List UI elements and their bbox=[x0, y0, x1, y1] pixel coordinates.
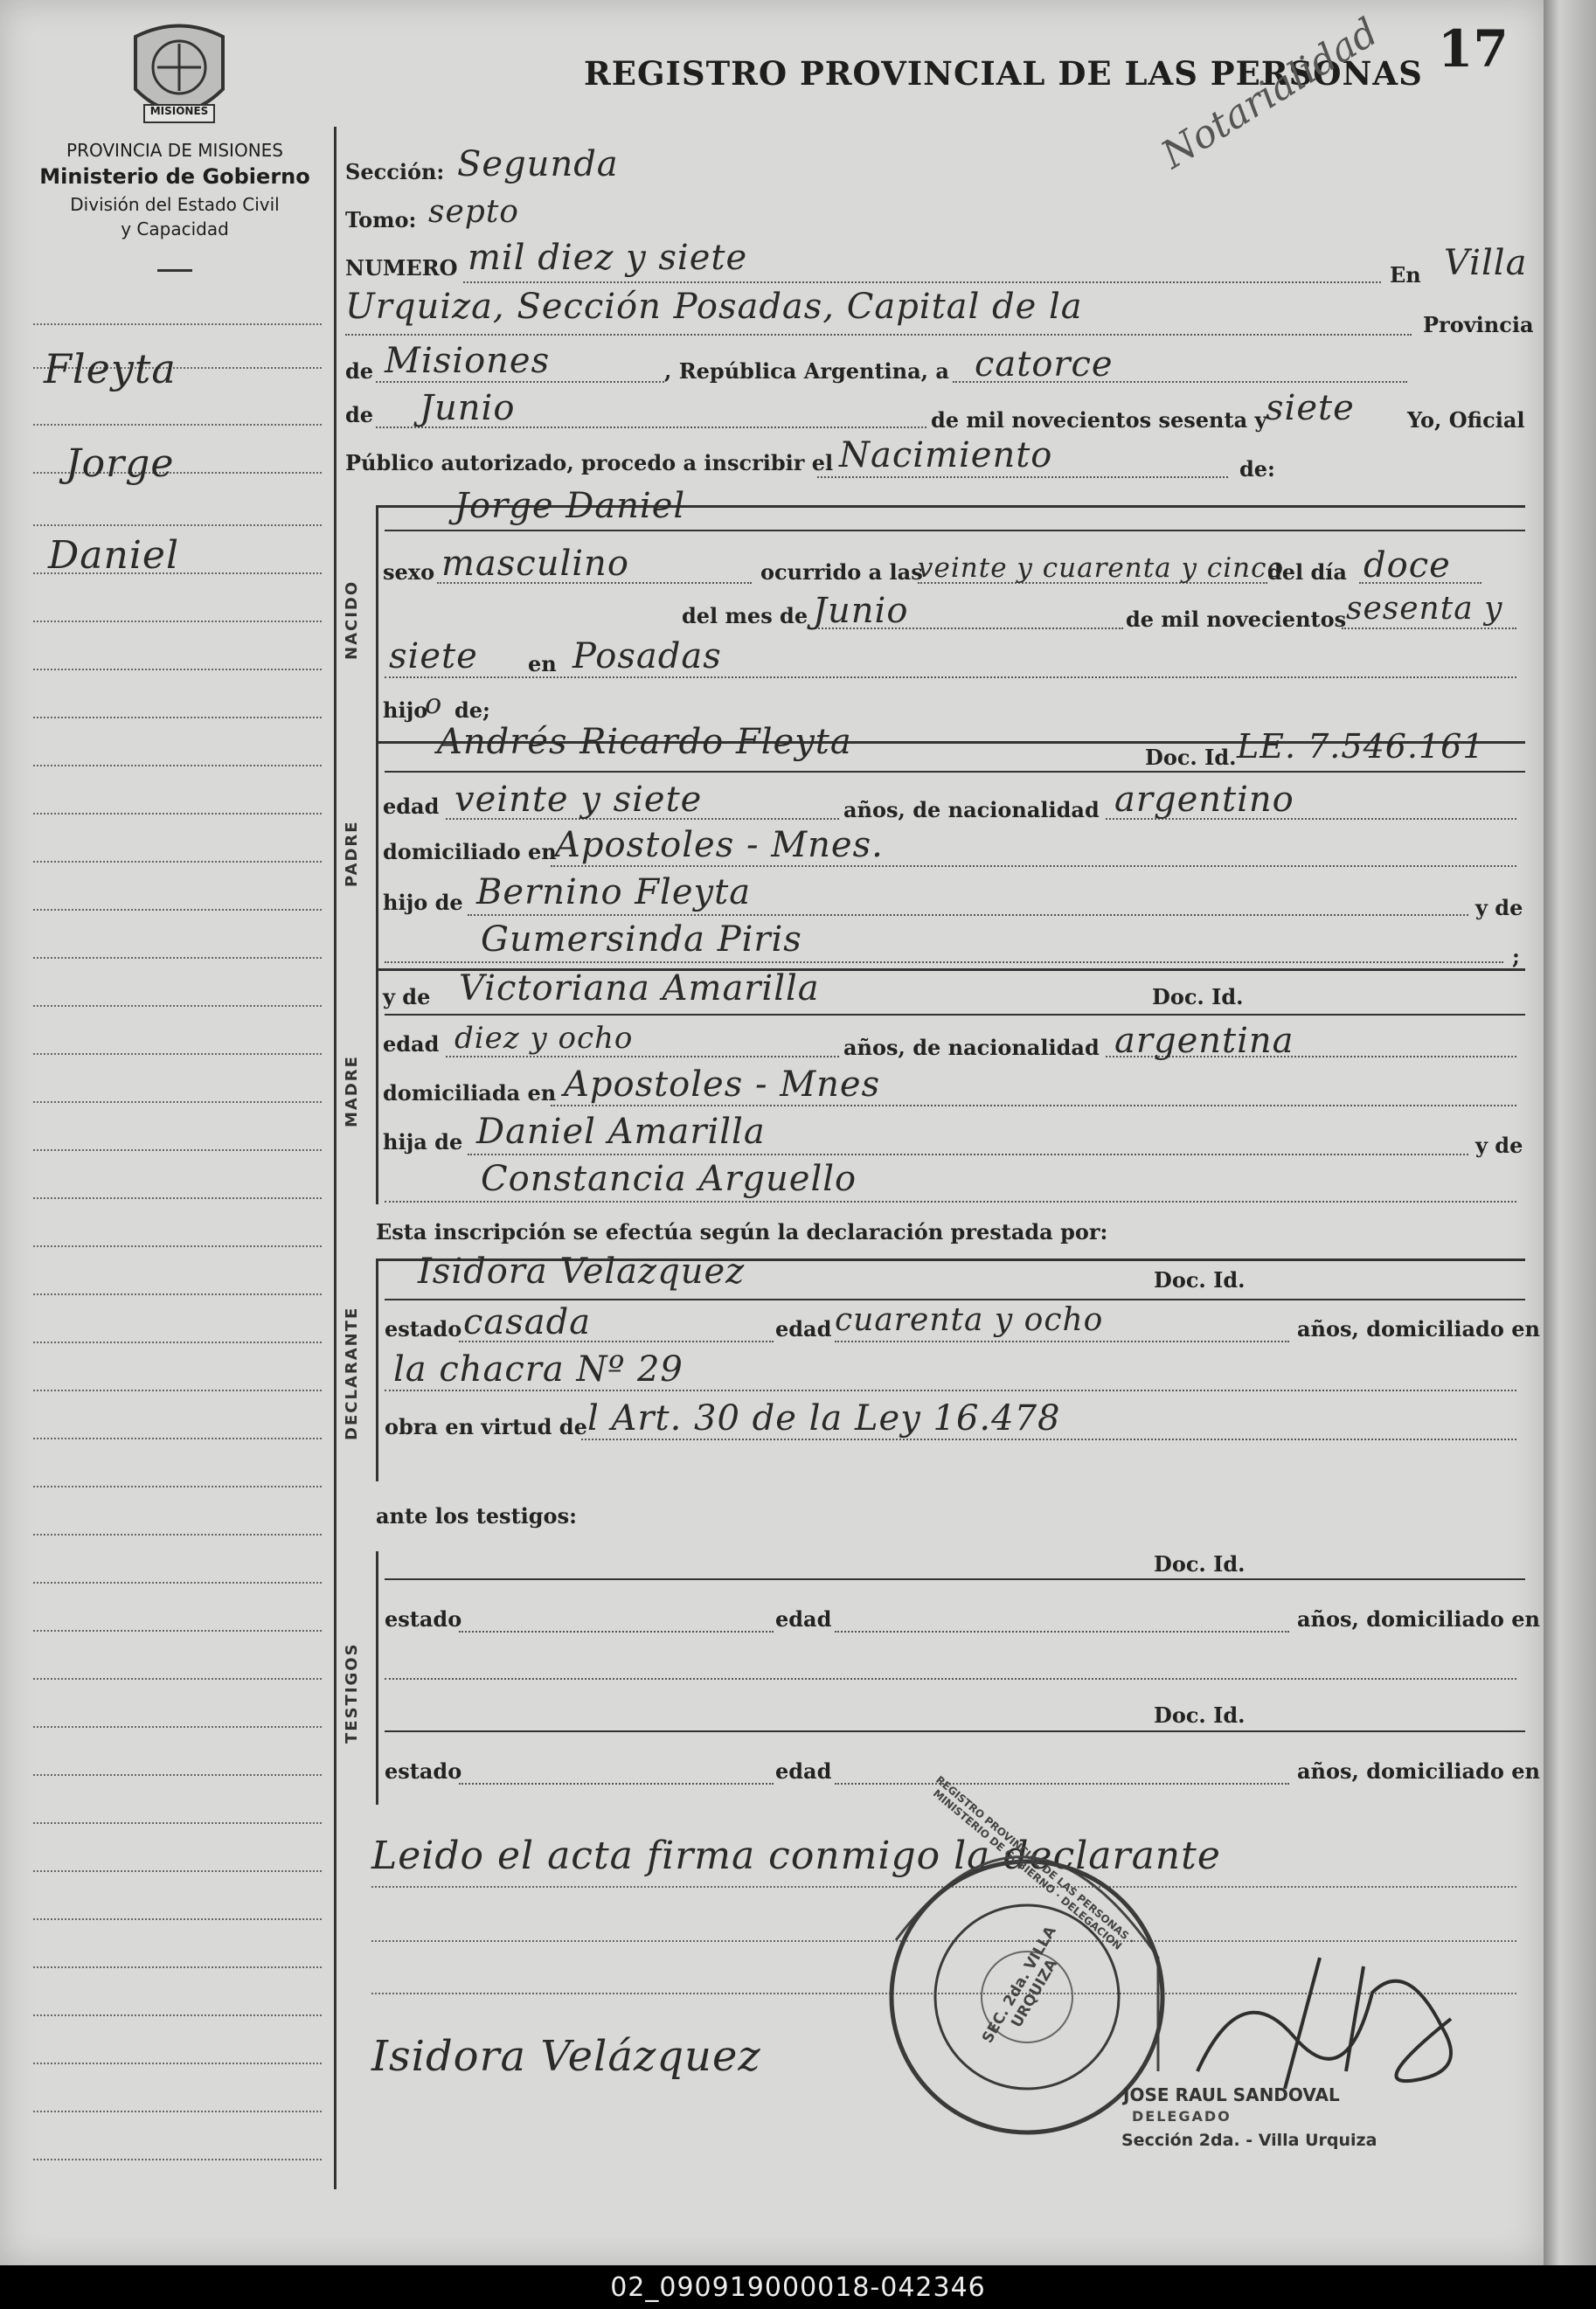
madre-edad-value: diez y ocho bbox=[455, 1021, 634, 1056]
padre-madre-value: Gumersinda Piris bbox=[481, 919, 802, 960]
de-colon-label: de: bbox=[1239, 456, 1275, 482]
notarial-annotation: Notarialidad bbox=[1154, 10, 1386, 178]
madre-nac-value: argentina bbox=[1114, 1021, 1294, 1061]
testigo2-edad-label: edad bbox=[775, 1758, 832, 1784]
madre-dom-label: domiciliada en bbox=[383, 1080, 557, 1106]
official-office: Sección 2da. - Villa Urquiza bbox=[1121, 2131, 1377, 2150]
anio-nac2-value: siete bbox=[389, 636, 478, 676]
hijo-label: hijo bbox=[383, 697, 428, 723]
official-role: DELEGADO bbox=[1132, 2108, 1232, 2125]
testigos-label: ante los testigos: bbox=[376, 1503, 577, 1529]
ocurrido-label: ocurrido a las bbox=[760, 559, 923, 585]
stamp-center-text: SEC. 2da. VILLA URQUIZA bbox=[978, 1923, 1062, 2047]
place-line-value: Urquiza, Sección Posadas, Capital de la bbox=[345, 287, 1083, 327]
division-name: División del Estado Civil bbox=[70, 194, 280, 215]
capacity-name: y Capacidad bbox=[121, 218, 229, 239]
padre-padre-value: Bernino Fleyta bbox=[476, 872, 752, 912]
en-label-2: en bbox=[528, 651, 557, 676]
seccion-label: Sección: bbox=[345, 159, 445, 184]
section-madre: MADRE bbox=[343, 1055, 361, 1127]
official-signature-icon bbox=[1189, 1940, 1486, 2106]
testigo2-doc-label: Doc. Id. bbox=[1154, 1702, 1246, 1728]
declarante-edad-value: cuarenta y ocho bbox=[835, 1302, 1104, 1338]
mes-value: Junio bbox=[420, 388, 516, 428]
madre-y-de-label-2: y de bbox=[1475, 1133, 1523, 1158]
publico-label: Público autorizado, procedo a inscribir el bbox=[345, 450, 834, 475]
declarante-signature: Isidora Velázquez bbox=[371, 2032, 761, 2081]
testigo2-anos-label: años, domiciliado en bbox=[1297, 1758, 1540, 1784]
en-label: En bbox=[1390, 262, 1421, 288]
declarante-estado-label: estado bbox=[385, 1316, 462, 1342]
header-divider bbox=[157, 269, 192, 272]
de-label: de bbox=[345, 358, 374, 384]
padre-hijo-de-label: hijo de bbox=[383, 890, 463, 915]
inscripcion-label: Esta inscripción se efectúa según la declaración prestada por: bbox=[376, 1219, 1108, 1245]
de-mil-nov-label: de mil novecientos bbox=[1126, 607, 1347, 632]
del-mes-label: del mes de bbox=[682, 603, 808, 628]
margin-first-name: Jorge bbox=[66, 441, 175, 486]
testigo2-estado-label: estado bbox=[385, 1758, 462, 1784]
page-number: 17 bbox=[1438, 19, 1509, 79]
numero-value: mil diez y siete bbox=[468, 238, 748, 278]
padre-edad-value: veinte y siete bbox=[455, 780, 703, 820]
padre-nac-value: argentino bbox=[1114, 780, 1294, 820]
section-nacido: NACIDO bbox=[343, 579, 361, 660]
province-name: PROVINCIA DE MISIONES bbox=[66, 140, 283, 161]
mil-novecientos-label: de mil novecientos sesenta y bbox=[931, 407, 1267, 433]
testigo1-edad-label: edad bbox=[775, 1606, 832, 1632]
anio-nac-value: sesenta y bbox=[1346, 591, 1503, 627]
madre-madre-value: Constancia Arguello bbox=[481, 1159, 857, 1199]
acto-value: Nacimiento bbox=[839, 435, 1053, 475]
padre-dom-label: domiciliado en bbox=[383, 839, 557, 864]
testigo1-estado-label: estado bbox=[385, 1606, 462, 1632]
de-semicolon-label: de; bbox=[455, 697, 490, 723]
numero-label: NUMERO bbox=[345, 255, 458, 281]
tomo-value: septo bbox=[428, 194, 519, 230]
declarante-doc-label: Doc. Id. bbox=[1154, 1267, 1246, 1293]
declarante-anos-label: años, domiciliado en bbox=[1297, 1316, 1540, 1342]
file-id: 02_090919000018-042346 bbox=[610, 2271, 986, 2303]
del-dia-label: del día bbox=[1267, 559, 1347, 585]
margin-surname: Fleyta bbox=[44, 345, 177, 392]
official-name: JOSE RAUL SANDOVAL bbox=[1123, 2084, 1340, 2105]
provincia-value: Misiones bbox=[385, 341, 551, 381]
closing-statement: Leido el acta firma conmigo la declarante bbox=[371, 1834, 1221, 1878]
ministry-name: Ministerio de Gobierno bbox=[39, 164, 310, 189]
child-name-value: Jorge Daniel bbox=[455, 486, 686, 526]
madre-padre-value: Daniel Amarilla bbox=[476, 1112, 766, 1152]
stamp-ring-text: REGISTRO PROVINCIAL DE LAS PERSONAS · MINISTERIO DE GOBIERNO · DELEGACION bbox=[930, 1773, 1137, 1952]
declarante-edad-label: edad bbox=[775, 1316, 832, 1342]
section-testigos: TESTIGOS bbox=[343, 1642, 361, 1744]
lugar-nac-value: Posadas bbox=[572, 636, 722, 676]
page-edge-shadow bbox=[1544, 0, 1596, 2265]
madre-doc-label: Doc. Id. bbox=[1152, 984, 1244, 1009]
locality-value: Villa bbox=[1444, 243, 1528, 283]
yo-oficial-label: Yo, Oficial bbox=[1407, 407, 1525, 433]
hijo-suffix: o bbox=[425, 687, 443, 720]
madre-edad-label: edad bbox=[383, 1031, 440, 1057]
dia-value: catorce bbox=[975, 344, 1114, 385]
declarante-dom-value: la chacra Nº 29 bbox=[393, 1349, 684, 1390]
margin-second-name: Daniel bbox=[48, 533, 180, 578]
margin-rule bbox=[334, 127, 337, 2189]
tomo-label: Tomo: bbox=[345, 207, 417, 232]
de-label-2: de bbox=[345, 402, 374, 427]
anio-value: siete bbox=[1266, 388, 1355, 428]
provincia-label: Provincia bbox=[1423, 312, 1534, 337]
padre-doc-label: Doc. Id. bbox=[1145, 745, 1237, 770]
republica-label: , República Argentina, a bbox=[664, 358, 949, 384]
obra-label: obra en virtud de bbox=[385, 1414, 587, 1439]
crest-banner-text: MISIONES bbox=[149, 105, 209, 117]
padre-doc-value: LE. 7.546.161 bbox=[1237, 727, 1485, 766]
madre-nombre-value: Victoriana Amarilla bbox=[459, 968, 820, 1009]
section-declarante: DECLARANTE bbox=[343, 1306, 361, 1440]
padre-anos-label: años, de nacionalidad bbox=[843, 797, 1100, 822]
section-padre: PADRE bbox=[343, 820, 361, 887]
padre-semicolon: ; bbox=[1512, 944, 1520, 969]
padre-edad-label: edad bbox=[383, 794, 440, 819]
madre-hija-de-label: hija de bbox=[383, 1129, 463, 1154]
declarante-value: Isidora Velazquez bbox=[418, 1252, 746, 1292]
mes-nac-value: Junio bbox=[813, 591, 909, 631]
registry-title: REGISTRO PROVINCIAL DE LAS PERSONAS bbox=[584, 54, 1423, 93]
sexo-value: masculino bbox=[441, 544, 629, 584]
dia-nac-value: doce bbox=[1364, 545, 1451, 586]
testigo1-doc-label: Doc. Id. bbox=[1154, 1551, 1246, 1577]
hora-value: veinte y cuarenta y cinco bbox=[918, 552, 1285, 584]
padre-y-de-label: y de bbox=[1475, 895, 1523, 920]
madre-anos-label: años, de nacionalidad bbox=[843, 1035, 1100, 1060]
sexo-label: sexo bbox=[383, 559, 435, 585]
padre-nombre-value: Andrés Ricardo Fleyta bbox=[437, 722, 852, 762]
seccion-value: Segunda bbox=[457, 144, 619, 184]
file-id-bar bbox=[0, 2265, 1596, 2309]
testigo1-anos-label: años, domiciliado en bbox=[1297, 1606, 1540, 1632]
madre-y-de-label: y de bbox=[383, 984, 431, 1009]
madre-dom-value: Apostoles - Mnes bbox=[564, 1064, 881, 1105]
declarante-estado-value: casada bbox=[463, 1302, 592, 1342]
obra-value: l Art. 30 de la Ley 16.478 bbox=[587, 1398, 1061, 1439]
padre-dom-value: Apostoles - Mnes. bbox=[555, 825, 884, 865]
